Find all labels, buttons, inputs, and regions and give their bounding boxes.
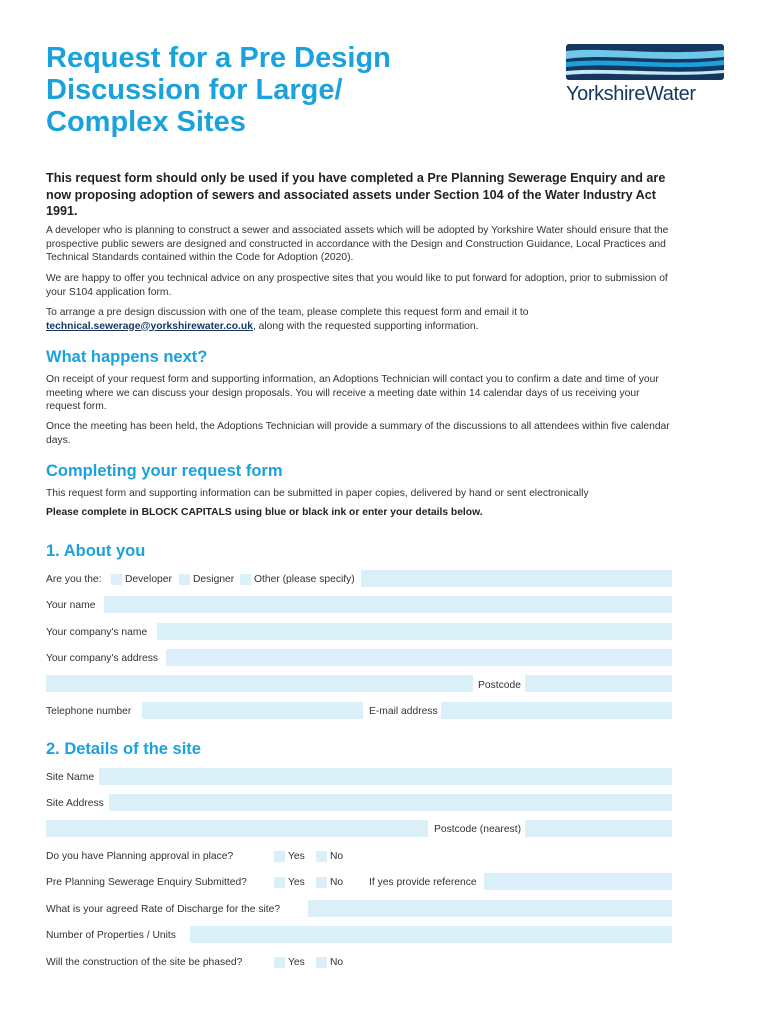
- enquiry-yes-checkbox[interactable]: [274, 877, 285, 888]
- email-link[interactable]: technical.sewerage@yorkshirewater.co.uk: [46, 320, 253, 332]
- phased-label: Will the construction of the site be phased?: [46, 957, 243, 968]
- enquiry-no-checkbox[interactable]: [316, 877, 327, 888]
- next-paragraph-1: On receipt of your request form and supporting information, an Adoptions Technician will contact you to confirm a date and time of your meeting where we can discuss your design proposals. You will receive a meeting date within 14 calendar days of us receiving your request form.: [46, 374, 659, 412]
- page-title: [46, 42, 466, 138]
- wave-logo-icon: [566, 44, 724, 80]
- telephone-field[interactable]: [142, 702, 363, 719]
- site-address-field-2[interactable]: [46, 820, 428, 837]
- section-heading-site: 2. Details of the site: [46, 740, 201, 758]
- completing-paragraph: This request form and supporting information can be submitted in paper copies, delivered by hand or sent electronically: [46, 488, 589, 499]
- developer-label: Developer: [125, 574, 172, 585]
- intro-paragraph-3-end: , along with the requested supporting information.: [252, 320, 479, 332]
- company-name-label: Your company's name: [46, 627, 148, 638]
- phased-no-checkbox[interactable]: [316, 957, 327, 968]
- developer-checkbox[interactable]: [111, 574, 122, 585]
- reference-label: If yes provide reference: [369, 877, 477, 888]
- designer-label: Designer: [193, 574, 235, 585]
- postcode-nearest-label: Postcode (nearest): [434, 824, 521, 835]
- enquiry-yes-label: Yes: [288, 877, 305, 888]
- your-name-field[interactable]: [104, 596, 672, 613]
- telephone-label: Telephone number: [46, 706, 132, 717]
- enquiry-submitted-label: Pre Planning Sewerage Enquiry Submitted?: [46, 877, 247, 888]
- postcode-label: Postcode: [478, 680, 521, 691]
- email-field[interactable]: [441, 702, 672, 719]
- title-line-1: Request for a Pre Design: [46, 42, 391, 74]
- properties-label: Number of Properties / Units: [46, 930, 176, 941]
- planning-no-checkbox[interactable]: [316, 851, 327, 862]
- planning-yes-checkbox[interactable]: [274, 851, 285, 862]
- properties-field[interactable]: [190, 926, 672, 943]
- company-address-field-2[interactable]: [46, 675, 473, 692]
- section-heading-completing: Completing your request form: [46, 462, 283, 480]
- designer-checkbox[interactable]: [179, 574, 190, 585]
- site-postcode-field[interactable]: [525, 820, 672, 837]
- intro-paragraph-3: [46, 306, 676, 333]
- phased-yes-checkbox[interactable]: [274, 957, 285, 968]
- other-checkbox[interactable]: [240, 574, 251, 585]
- site-name-label: Site Name: [46, 772, 95, 783]
- next-paragraph-2: Once the meeting has been held, the Adoptions Technician will provide a summary of the discussions to all attendees within five calendar days.: [46, 421, 670, 446]
- title-line-3: Complex Sites: [46, 106, 246, 138]
- other-specify-field[interactable]: [361, 570, 672, 587]
- site-address-field-1[interactable]: [109, 794, 672, 811]
- logo-text: YorkshireWater: [566, 83, 696, 105]
- planning-approval-label: Do you have Planning approval in place?: [46, 851, 234, 862]
- intro-paragraph-1: A developer who is planning to construct a sewer and associated assets which will be adopted by Yorkshire Water should ensure that the prospective public sewers are designed and constructed in accordance with the Design and Construction Guidance, Local Practices and Technical Standards contained within the Code for Adoption (2020).: [46, 225, 669, 263]
- phased-yes-label: Yes: [288, 957, 305, 968]
- intro-statement: This request form should only be used if you have completed a Pre Planning Sewerage Enquiry and are now proposing adoption of sewers and associated assets under Section 104 of the Water Industry Act 1991.: [46, 171, 666, 218]
- site-address-label: Site Address: [46, 798, 104, 809]
- block-capitals-instruction: Please complete in BLOCK CAPITALS using blue or black ink or enter your details below.: [46, 507, 483, 518]
- planning-yes-label: Yes: [288, 851, 305, 862]
- intro-paragraph-2: We are happy to offer you technical advice on any prospective sites that you would like to put forward for adoption, prior to submission of your S104 application form.: [46, 273, 668, 298]
- company-name-field[interactable]: [157, 623, 672, 640]
- company-address-field-1[interactable]: [166, 649, 672, 666]
- email-label: E-mail address: [369, 706, 438, 717]
- phased-no-label: No: [330, 957, 344, 968]
- enquiry-no-label: No: [330, 877, 344, 888]
- your-name-label: Your name: [46, 600, 96, 611]
- yorkshire-water-logo: [566, 44, 724, 105]
- site-name-field[interactable]: [99, 768, 672, 785]
- company-address-label: Your company's address: [46, 653, 159, 664]
- other-label: Other (please specify): [254, 574, 355, 585]
- title-line-2: Discussion for Large/: [46, 74, 343, 106]
- intro-paragraph-3-start: To arrange a pre design discussion with one of the team, please complete this request form and email it to: [46, 307, 529, 318]
- rate-of-discharge-label: What is your agreed Rate of Discharge for the site?: [46, 904, 281, 915]
- rate-of-discharge-field[interactable]: [308, 900, 672, 917]
- section-heading-next: What happens next?: [46, 348, 208, 366]
- reference-field[interactable]: [484, 873, 672, 890]
- are-you-label: Are you the:: [46, 574, 102, 585]
- postcode-field[interactable]: [525, 675, 672, 692]
- section-heading-about: 1. About you: [46, 542, 146, 560]
- planning-no-label: No: [330, 851, 344, 862]
